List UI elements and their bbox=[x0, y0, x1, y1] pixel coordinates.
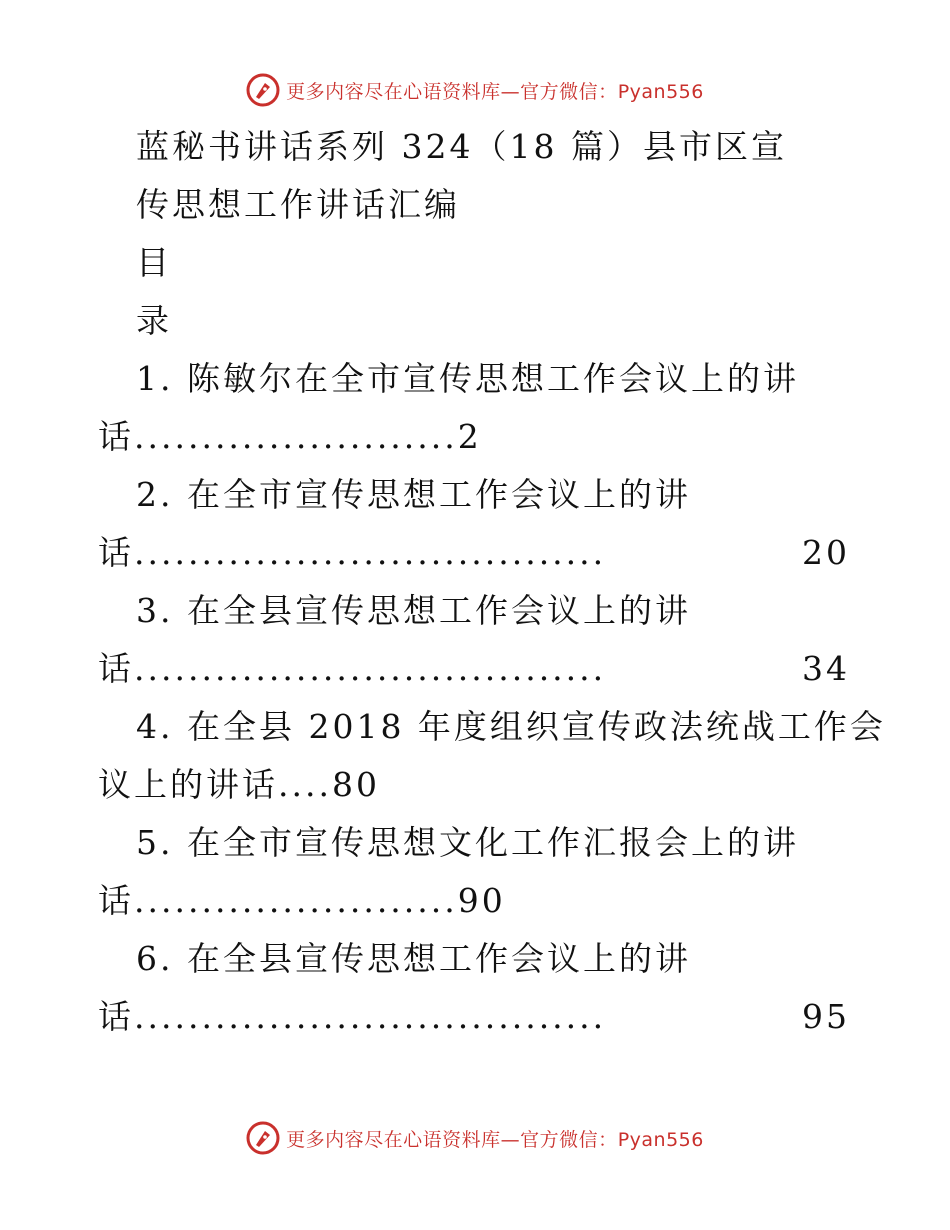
banner-main-text: 更多内容尽在心语资料库 bbox=[286, 80, 501, 103]
banner-wechat-label: 官方微信： bbox=[520, 80, 618, 103]
toc-entry-5-tail[interactable] bbox=[0, 872, 950, 930]
toc-entry-1-title[interactable]: 1. 陈敏尔在全市宣传思想工作会议上的讲 bbox=[136, 359, 799, 398]
toc-entry-4-leader-dots: .... bbox=[278, 765, 332, 804]
toc-entry-1-tail[interactable] bbox=[0, 408, 950, 466]
banner-wechat-id: Pyan556 bbox=[617, 80, 704, 103]
banner-wechat-label: 官方微信： bbox=[520, 1128, 618, 1151]
toc-entry-5-page-number: 90 bbox=[457, 881, 506, 920]
toc-entry-3-leader-dots: ................................... bbox=[134, 649, 607, 688]
toc-heading-char-2: 录 bbox=[136, 301, 172, 340]
banner-wechat-id: Pyan556 bbox=[617, 1128, 704, 1151]
document-body bbox=[0, 118, 950, 1046]
toc-entry-6-leader-dots: ................................... bbox=[134, 997, 607, 1036]
toc-entry-6-tail[interactable] bbox=[0, 988, 950, 1046]
toc-entry-4-title[interactable]: 4. 在全县 2018 年度组织宣传政法统战工作会 bbox=[136, 707, 886, 746]
toc-entry-5-tail-text: 话 bbox=[98, 881, 134, 920]
footer-watermark-banner bbox=[0, 1118, 950, 1158]
toc-entry-4-page-number: 80 bbox=[331, 765, 380, 804]
banner-text bbox=[286, 1125, 704, 1152]
toc-entry-5-title[interactable]: 5. 在全市宣传思想文化工作汇报会上的讲 bbox=[136, 823, 799, 862]
toc-entry-1-leader-dots: ........................ bbox=[134, 417, 458, 456]
doc-title-line-1: 蓝秘书讲话系列 324（18 篇）县市区宣 bbox=[136, 127, 787, 166]
toc-heading-char-1: 目 bbox=[136, 243, 172, 282]
pen-nib-logo-icon bbox=[246, 73, 280, 107]
toc-entry-2-leader-dots: ................................... bbox=[134, 533, 607, 572]
banner-main-text: 更多内容尽在心语资料库 bbox=[286, 1128, 501, 1151]
toc-entry-6-title[interactable]: 6. 在全县宣传思想工作会议上的讲 bbox=[136, 939, 691, 978]
toc-entry-3-tail-text: 话 bbox=[98, 649, 134, 688]
toc-entry-6-tail-text: 话 bbox=[98, 997, 134, 1036]
toc-entry-2-tail-text: 话 bbox=[98, 533, 134, 572]
toc-entry-1-page-number: 2 bbox=[457, 417, 482, 456]
header-watermark-banner bbox=[0, 70, 950, 110]
banner-separator: — bbox=[500, 1128, 521, 1151]
toc-entry-2-title[interactable]: 2. 在全市宣传思想工作会议上的讲 bbox=[136, 475, 691, 514]
banner-separator: — bbox=[500, 80, 521, 103]
toc-entry-3-title[interactable]: 3. 在全县宣传思想工作会议上的讲 bbox=[136, 591, 691, 630]
toc-entry-5-leader-dots: ........................ bbox=[134, 881, 458, 920]
doc-title-line-2: 传思想工作讲话汇编 bbox=[136, 185, 460, 224]
banner-text bbox=[286, 77, 704, 104]
toc-entry-2-tail[interactable] bbox=[0, 524, 950, 582]
toc-entry-4-tail[interactable] bbox=[0, 756, 950, 814]
toc-entry-2-page-number: 20 bbox=[802, 533, 850, 572]
pen-nib-logo-icon bbox=[246, 1121, 280, 1155]
toc-entry-6-page-number: 95 bbox=[802, 997, 850, 1036]
toc-entry-3-page-number: 34 bbox=[802, 649, 850, 688]
toc-entry-1-tail-text: 话 bbox=[98, 417, 134, 456]
toc-entry-4-tail-text: 议上的讲话 bbox=[98, 765, 278, 804]
toc-entry-3-tail[interactable] bbox=[0, 640, 950, 698]
